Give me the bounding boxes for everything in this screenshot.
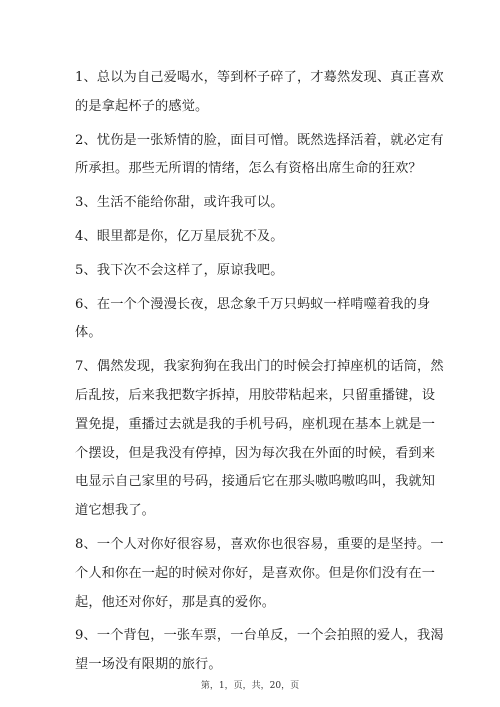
paragraph-7: 7、偶然发现，我家狗狗在我出门的时候会打掉座机的话筒，然后乱按，后来我把数字拆掉，用胶带粘起来，只留重播键，设置免提，重播过去就是我的手机号码，座机现在基本上就是一个摆设，但是我没有停掉，因为每次我在外面的时候，看到来电显示自己家里的号码，接通后它在那头嗷呜嗷呜叫，我就知道它想我了。 [75,359,444,519]
paragraph-8: 8、一个人对你好很容易，喜欢你也很容易，重要的是坚持。一个人和你在一起的时候对你好，是喜欢你。但是你们没有在一起，他还对你好，那是真的爱你。 [75,536,444,610]
paragraph-2: 2、忧伤是一张矫情的脸，面目可憎。既然选择活着，就必定有所承担。那些无所谓的情绪，怎么有资格出席生命的狂欢？ [75,132,444,177]
paragraph-4: 4、眼里都是你，亿万星辰犹不及。 [75,228,284,244]
page-number-footer: 第，1，页，共，20，页 [200,681,300,691]
paragraph-1: 1、总以为自己爱喝水，等到杯子碎了，才蓦然发现、真正喜欢的是拿起杯子的感觉。 [75,70,444,114]
paragraph-9: 9、一个背包，一张车票，一台单反，一个会拍照的爱人，我渴望一场没有限期的旅行。 [75,628,444,673]
paragraph-5: 5、我下次不会这样了，原谅我吧。 [75,262,284,278]
paragraph-3: 3、生活不能给你甜，或许我可以。 [75,195,284,211]
document-body [75,64,445,685]
paragraph-6: 6、在一个个漫漫长夜，思念象千万只蚂蚁一样啃噬着我的身体。 [75,296,431,341]
